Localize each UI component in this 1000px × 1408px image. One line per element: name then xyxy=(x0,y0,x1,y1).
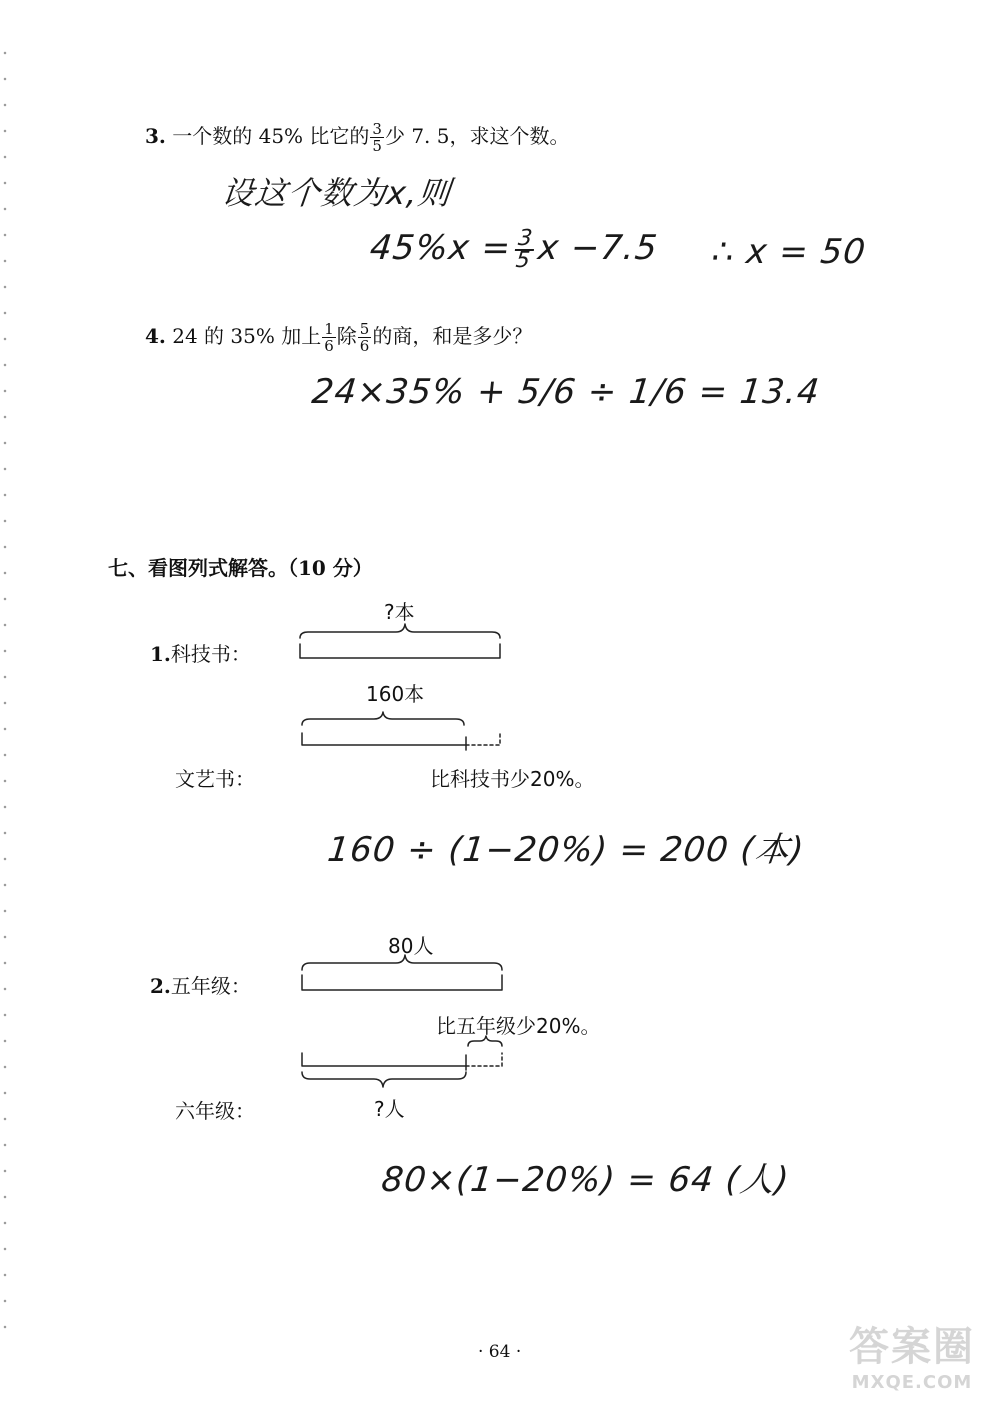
fraction-denominator: 6 xyxy=(359,337,370,355)
p1-dashed-part xyxy=(466,733,500,745)
problem-1-label-bottom: 文艺书： xyxy=(175,767,255,791)
watermark-logo-text: 答案圈 xyxy=(849,1324,975,1370)
fraction-denominator: 6 xyxy=(324,337,334,355)
problem-1-label-science: 科技书： xyxy=(170,642,251,666)
question-4-text-a: 24 的 35% 加上 xyxy=(172,324,322,348)
q3-eq-left: 45%x = xyxy=(368,228,514,268)
question-4-text-c: 的商，和是多少？ xyxy=(372,324,533,348)
problem-2-number: 2. xyxy=(150,974,171,998)
watermark xyxy=(836,1315,988,1395)
problem-2-top-brace-label: 80人 xyxy=(388,934,434,958)
q3-eq-right: x −7.5 xyxy=(536,228,660,268)
p2-bottom-brace xyxy=(302,1072,466,1087)
fraction-numerator: 5 xyxy=(359,320,370,338)
problem-2-handwritten-answer: 80×(1−20%) = 64 (人) xyxy=(379,1160,792,1200)
q3-handwritten-result: ∴ x = 50 xyxy=(709,232,869,272)
question-4-number: 4. xyxy=(145,324,166,348)
problem-2-bottom-brace-label: ?人 xyxy=(374,1097,405,1121)
question-3-number: 3. xyxy=(145,124,166,148)
question-3-text-before: 一个数的 45% 比它的 xyxy=(172,124,370,148)
fraction-numerator: 1 xyxy=(324,320,334,338)
fraction-denominator: 5 xyxy=(372,137,382,155)
p2-sixth-grade-bar xyxy=(302,1053,466,1066)
question-3-text-after: 少 7. 5，求这个数。 xyxy=(384,124,570,148)
p2-fifth-grade-bar xyxy=(302,975,502,990)
p1-top-brace xyxy=(300,624,500,638)
problem-2-label-bottom: 六年级： xyxy=(175,1099,255,1123)
problem-1-top-brace-label: ?本 xyxy=(384,600,415,624)
problem-2-label-fifth: 五年级： xyxy=(170,974,251,998)
p2-dashed-part xyxy=(466,1053,502,1066)
p1-mid-brace xyxy=(302,712,464,725)
fraction-denominator: 5 xyxy=(514,247,533,273)
q4-handwritten-answer: 24×35% + 5/6 ÷ 1/6 = 13.4 xyxy=(309,372,822,412)
fraction-numerator: 3 xyxy=(372,120,382,138)
question-4-text-b: 除 xyxy=(336,324,357,348)
watermark-url: MXQE.COM xyxy=(851,1372,973,1393)
problem-1-note: 比科技书少20%。 xyxy=(430,767,595,791)
section-7-title: 七、看图列式解答。（10 分） xyxy=(108,556,373,580)
problem-1-handwritten-answer: 160 ÷ (1−20%) = 200 (本) xyxy=(325,830,807,870)
problem-2-note: 比五年级少20%。 xyxy=(436,1014,601,1038)
p1-science-bar xyxy=(300,644,500,658)
fraction-numerator: 3 xyxy=(516,225,535,251)
problem-2-label-top xyxy=(150,970,251,999)
problem-1-number: 1. xyxy=(150,642,171,666)
q3-handwritten-setup: 设这个数为x,则 xyxy=(219,174,453,212)
page-number: · 64 · xyxy=(478,1342,522,1362)
p1-literature-bar xyxy=(302,733,466,745)
problem-1-mid-brace-label: 160本 xyxy=(366,682,425,706)
